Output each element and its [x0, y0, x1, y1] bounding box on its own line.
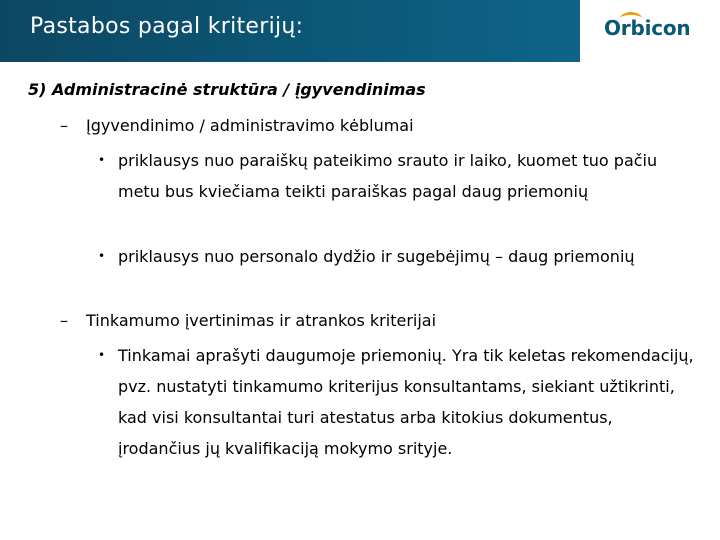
dash-marker: –	[60, 311, 68, 330]
bullet-item-criteria	[98, 340, 698, 464]
slide-header	[0, 0, 720, 62]
orbicon-logo	[604, 12, 708, 46]
slide-title: Pastabos pagal kriterijų:	[30, 14, 304, 39]
bullet-item-personnel	[98, 241, 698, 272]
bullet-text: Tinkamai aprašyti daugumoje priemonių. Yra tik keletas rekomendacijų, pvz. nustatyti tinkamumo kriterijus konsultantams, siekiant užtikrinti, kad visi konsultantai turi atestatus arba kitokius dokumentus, įrodančius jų kvalifikaciją mokymo srityje.	[118, 346, 694, 458]
dash-marker: –	[60, 116, 68, 135]
bullet-marker: •	[98, 153, 106, 167]
list-item-text: Tinkamumo įvertinimas ir atrankos kriterijai	[86, 311, 437, 330]
bullet-text: priklausys nuo personalo dydžio ir sugebėjimų – daug priemonių	[118, 247, 635, 266]
bullet-item-application-flow	[98, 145, 698, 207]
list-item-implementation	[60, 116, 414, 135]
list-item-text: Įgyvendinimo / administravimo kėblumai	[86, 116, 414, 135]
section-heading: 5) Administracinė struktūra / įgyvendinimas	[28, 80, 426, 99]
title-bar	[0, 0, 580, 62]
bullet-marker: •	[98, 249, 106, 263]
list-item-eligibility	[60, 311, 436, 330]
logo-text: Orbicon	[604, 16, 691, 40]
bullet-text: priklausys nuo paraiškų pateikimo srauto ir laiko, kuomet tuo pačiu metu bus kviečiama teikti paraiškas pagal daug priemonių	[118, 151, 658, 201]
bullet-marker: •	[98, 348, 106, 362]
